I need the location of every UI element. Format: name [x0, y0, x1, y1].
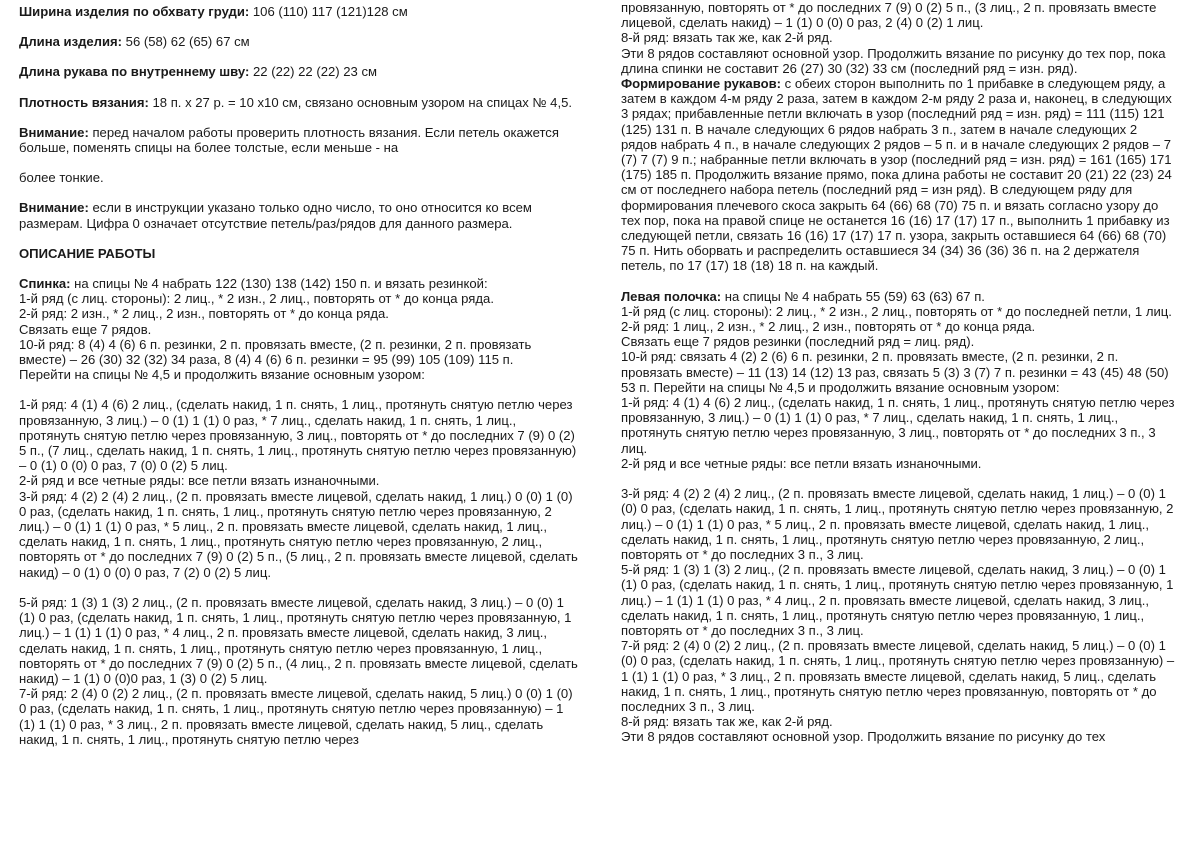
sleeves-shaping: Формирование рукавов: с обеих сторон выполнить по 1 прибавке в следующем ряду, а затем в каждом 4-м ряду 2 раза, затем в каждом 2-м ряду 2 раза и, наконец, в следующих 3 рядах; прибавленные петли включать в узор (последний ряд = изн. ряд) = 111 (115) 121 (125) 131 п. В начале следующих 6 рядов набрать 3 п., затем в начале следующих 2 рядов набрать 4 п., в начале следующих 2 рядов – 5 п. и в начале следующих 2 рядов – 7 (7) 7 (7) 9 п.; набранные петли включать в узор (последний ряд = изн. ряд) = 161 (165) 171 (175) 185 п. Продолжить вязание прямо, пока длина работы не составит 20 (21) 22 (23) 24 см от последнего набора петель (последний ряд = изн ряд). В следующем ряду для формирования плечевого скоса закрыть 64 (66) 68 (70) 75 п. и вязать согласно узору до тех пор, пока на правой спице не останется 16 (16) 17 (17) 17 п., выполнить 1 прибавку из следующей петли, связать 16 (16) 17 (17) 17 п. узора, закрыть оставшиеся 64 (66) 68 (70) 75 п. Нить оборвать и распределить оставшиеся 34 (34) 36 (36) 36 п. на 2 держателя петель, по 17 (17) 18 (18) 18 п. на каждый.: [621, 76, 1172, 274]
back-row-7-cont: провязанную, повторять от * до последних 7 (9) 0 (2) 5 п., (3 лиц., 2 п. провязать вместе лицевой, сделать накид) – 1 (1) 0 (0) 0 раз, 2 (4) 0 (2) 1 лиц.: [621, 0, 1157, 31]
spec-length: Длина изделия: 56 (58) 62 (65) 67 см: [19, 34, 250, 50]
pattern-row-3: 3-й ряд: 4 (2) 2 (4) 2 лиц., (2 п. провязать вместе лицевой, сделать накид, 1 лиц.) 0 (0) 1 (0) 0 раз, (сделать накид, 1 п. снять, 1 лиц., протянуть снятую петлю через провязанную, 2 лиц.) – 0 (1) 1 (1) 0 раз, * 5 лиц., 2 п. провязать вместе лицевой, сделать накид, 1 лиц., сделать накид, 1 п. снять, 1 лиц., протянуть снятую петлю через провязанную, 2 лиц., повторять от * до последних 7 (9) 0 (2) 5 п., (5 лиц., 2 п. провязать вместе лицевой, сделать накид) – 0 (1) 0 (0) 0 раз, 7 (2) 0 (2) 5 лиц.: [19, 488, 578, 580]
back-row-10: 10-й ряд: 8 (4) 4 (6) 6 п. резинки, 2 п. провязать вместе, (2 п. резинки, 2 п. провязать вместе) – 26 (30) 32 (32) 34 раза, 8 (4) 4 (6) 6 п. резинки = 95 (99) 105 (109) 115 п.: [19, 336, 532, 368]
section-heading: ОПИСАНИЕ РАБОТЫ: [19, 245, 156, 261]
pattern-row-1: 1-й ряд: 4 (1) 4 (6) 2 лиц., (сделать накид, 1 п. снять, 1 лиц., протянуть снятую петлю через провязанную, 3 лиц.) – 0 (1) 1 (1) 0 раз, * 7 лиц., сделать накид, 1 п. снять, 1 лиц., протянуть снятую петлю через провязанную, 3 лиц., повторять от * до последних 7 (9) 0 (2) 5 п., (7 лиц., сделать накид, 1 п. снять, 1 лиц., протянуть снятую петлю через провязанную) – 0 (1) 0 (0) 0 раз, 7 (0) 0 (2) 5 лиц.: [19, 397, 577, 474]
back-rows-more: Связать еще 7 рядов.: [19, 321, 152, 337]
front-pattern-row-3: 3-й ряд: 4 (2) 2 (4) 2 лиц., (2 п. провязать вместе лицевой, сделать накид, 1 лиц.) – 0 (0) 1 (0) 0 раз, (сделать накид, 1 п. снять, 1 лиц., протянуть снятую петлю через провязанную, 2 лиц.) – 0 (1) 1 (1) 0 раз, * 5 лиц., 2 п. провязать вместе лицевой, сделать накид, 1 лиц., сделать накид, 1 п. снять, 1 лиц., протянуть снятую петлю через провязанную, 2 лиц., повторять от * до последних 3 п., 3 лиц.: [621, 486, 1174, 562]
spec-width: Ширина изделия по обхвату груди: 106 (110) 117 (121)128 см: [19, 4, 408, 19]
back-row-2: 2-й ряд: 2 изн., * 2 лиц., 2 изн., повторять от * до конца ряда.: [19, 306, 389, 322]
pattern-row-even: 2-й ряд и все четные ряды: все петли вязать изнаночными.: [19, 473, 380, 489]
pattern-row-5: 5-й ряд: 1 (3) 1 (3) 2 лиц., (2 п. провязать вместе лицевой, сделать накид, 3 лиц.) – 0 (0) 1 (1) 0 раз, (сделать накид, 1 п. снять, 1 лиц., протянуть снятую петлю через провязанную, 1 лиц.) – 1 (1) 1 (1) 0 раз, * 4 лиц., 2 п. провязать вместе лицевой, сделать накид, 3 лиц., сделать накид, 1 п. снять, 1 лиц., протянуть снятую петлю через провязанную, 1 лиц., повторять от * до последних 7 (9) 0 (2) 5 п., (4 лиц., 2 п. провязать вместе лицевой, сделать накид) – 1 (1) 0 (0)0 раз, 1 (3) 0 (2) 5 лиц.: [19, 594, 578, 686]
front-row-1: 1-й ряд (с лиц. стороны): 2 лиц., * 2 изн., 2 лиц., повторять от * до последней петли, 1 лиц.: [621, 303, 1172, 319]
back-intro: Спинка: на спицы № 4 набрать 122 (130) 138 (142) 150 п. и вязать резинкой:: [19, 276, 488, 292]
front-row-2: 2-й ряд: 1 лиц., 2 изн., * 2 лиц., 2 изн., повторять от * до конца ряда.: [621, 319, 1036, 335]
front-pattern-row-7: 7-й ряд: 2 (4) 0 (2) 2 лиц., (2 п. провязать вместе лицевой, сделать накид, 5 лиц.) – 0 (0) 1 (0) 0 раз, (сделать накид, 1 п. снять, 1 лиц., протянуть снятую петлю через провязанную) – 1 (1) 1 (1) 0 раз, * 3 лиц., 2 п. провязать вместе лицевой, сделать накид, 5 лиц., сделать накид, 1 п. снять, 1 лиц., протянуть снятую петлю через провязанную, повторять от * до последних 3 п., 3 лиц.: [621, 638, 1175, 714]
attention-note: Внимание: перед началом работы проверить плотность вязания. Если петель окажется больше, поменять спицы на более толстые, если меньше - на: [19, 124, 559, 156]
back-row-8: 8-й ряд: вязать так же, как 2-й ряд.: [621, 30, 833, 46]
front-pattern-note: Эти 8 рядов составляют основной узор. Продолжить вязание по рисунку до тех: [621, 729, 1106, 745]
spec-sleeve: Длина рукава по внутреннему шву: 22 (22) 22 (22) 23 см: [19, 64, 378, 80]
attention-note-2: Внимание: если в инструкции указано только одно число, то оно относится ко всем размерам. Цифра 0 означает отсутствие петель/раз/рядов для данного размера.: [19, 200, 532, 231]
front-pattern-row-5: 5-й ряд: 1 (3) 1 (3) 2 лиц., (2 п. провязать вместе лицевой, сделать накид, 3 лиц.) – 0 (0) 1 (1) 0 раз, (сделать накид, 1 п. снять, 1 лиц., протянуть снятую петлю через провязанную, 1 лиц.) – 1 (1) 1 (1) 0 раз, * 4 лиц., 2 п. провязать вместе лицевой, сделать накид, 3 лиц., сделать накид, 1 п. снять, 1 лиц., протянуть снятую петлю через провязанную, 1 лиц., повторять от * до последних 3 п., 3 лиц.: [621, 562, 1174, 638]
attention-note-cont: более тонкие.: [19, 170, 104, 186]
left-front-intro: Левая полочка: на спицы № 4 набрать 55 (59) 63 (63) 67 п.: [621, 288, 985, 304]
front-pattern-row-8: 8-й ряд: вязать так же, как 2-й ряд.: [621, 714, 833, 730]
spec-density: Плотность вязания: 18 п. х 27 р. = 10 х10 см, связано основным узором на спицах № 4,5.: [19, 94, 573, 110]
front-pattern-row-even: 2-й ряд и все четные ряды: все петли вязать изнаночными.: [621, 455, 982, 471]
pattern-row-7: 7-й ряд: 2 (4) 0 (2) 2 лиц., (2 п. провязать вместе лицевой, сделать накид, 5 лиц.) 0 (0) 1 (0) 0 раз, (сделать накид, 1 п. снять, 1 лиц., протянуть снятую петлю через провязанную) – 1 (1) 1 (1) 0 раз, * 3 лиц., 2 п. провязать вместе лицевой, сделать накид, 5 лиц., сделать накид, 1 п. снять, 1 лиц., протянуть снятую петлю через: [19, 686, 573, 747]
left-column: [19, 0, 579, 747]
back-pattern-note: Эти 8 рядов составляют основной узор. Продолжить вязание по рисунку до тех пор, пока длина спинки не составит 26 (27) 30 (32) 33 см (последний ряд = изн. ряд).: [621, 45, 1166, 76]
front-row-10: 10-й ряд: связать 4 (2) 2 (6) 6 п. резинки, 2 п. провязать вместе, (2 п. резинки, 2 п. провязать вместе) – 11 (13) 14 (12) 13 раз, связать 5 (3) 3 (7) 7 п. резинки = 43 (45) 48 (50) 53 п. Перейти на спицы № 4,5 и продолжить вязание основным узором:: [621, 349, 1169, 395]
back-row-1: 1-й ряд (с лиц. стороны): 2 лиц., * 2 изн., 2 лиц., повторять от * до конца ряда.: [19, 291, 494, 307]
front-rows-more: Связать еще 7 рядов резинки (последний ряд = лиц. ряд).: [621, 334, 975, 350]
back-switch-needles: Перейти на спицы № 4,5 и продолжить вязание основным узором:: [19, 367, 425, 383]
right-column: [621, 0, 1176, 745]
front-pattern-row-1: 1-й ряд: 4 (1) 4 (6) 2 лиц., (сделать накид, 1 п. снять, 1 лиц., протянуть снятую петлю через провязанную, 3 лиц.) – 0 (1) 1 (1) 0 раз, * 7 лиц., сделать накид, 1 п. снять, 1 лиц., протянуть снятую петлю через провязанную, 3 лиц., повторять от * до последних 3 п., 3 лиц.: [621, 395, 1175, 456]
